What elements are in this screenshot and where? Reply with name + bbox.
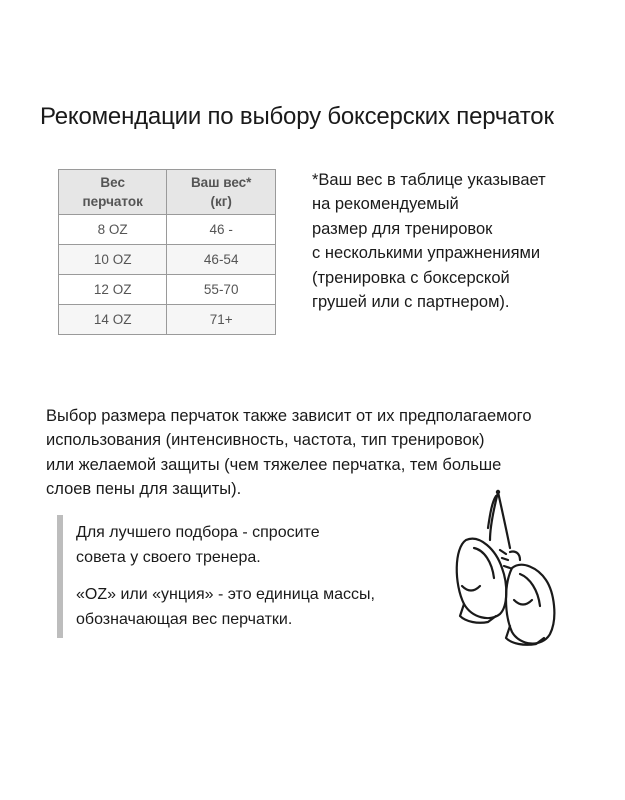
paragraph-line: или желаемой защиты (чем тяжелее перчатка, тем больше: [46, 455, 502, 474]
note-line: (тренировка с боксерской: [312, 268, 510, 287]
note-line: на рекомендуемый: [312, 195, 459, 214]
body-weight-cell: 46 -: [167, 215, 276, 245]
note-line: размер для тренировок: [312, 219, 493, 238]
oz-definition: [76, 582, 375, 632]
tip-line: Для лучшего подбора - спросите: [76, 524, 320, 541]
table-row: [59, 215, 276, 245]
paragraph-line: использования (интенсивность, частота, тип тренировок): [46, 431, 485, 450]
body-weight-cell: 46-54: [167, 245, 276, 275]
size-table: [58, 169, 276, 335]
body-weight-cell: 55-70: [167, 275, 276, 305]
table-row: [59, 275, 276, 305]
glove-size-cell: 14 OZ: [59, 305, 167, 335]
tip-line: «OZ» или «унция» - это единица массы,: [76, 586, 375, 603]
glove-size-cell: 8 OZ: [59, 215, 167, 245]
weight-note: [312, 168, 546, 314]
body-weight-cell: 71+: [167, 305, 276, 335]
note-line: с несколькими упражнениями: [312, 244, 541, 263]
size-selection-paragraph: [46, 404, 532, 502]
glove-size-cell: 10 OZ: [59, 245, 167, 275]
table-header-row: [59, 170, 276, 215]
header-glove-weight: Вес перчаток: [59, 170, 167, 215]
tip-line: совета у своего тренера.: [76, 549, 261, 566]
coach-tip: [76, 520, 320, 570]
tip-line: обозначающая вес перчатки.: [76, 611, 293, 628]
paragraph-line: слоев пены для защиты).: [46, 480, 242, 499]
header-your-weight: Ваш вес* (кг): [167, 170, 276, 215]
table-row: [59, 245, 276, 275]
boxing-gloves-icon: [450, 488, 560, 650]
quote-bar: [57, 515, 63, 638]
note-line: *Ваш вес в таблице указывает: [312, 171, 546, 189]
page-title: Рекомендации по выбору боксерских перчаток: [40, 103, 554, 130]
table-row: [59, 305, 276, 335]
paragraph-line: Выбор размера перчаток также зависит от их предполагаемого: [46, 407, 532, 425]
glove-size-cell: 12 OZ: [59, 275, 167, 305]
note-line: грушей или с партнером).: [312, 293, 510, 312]
